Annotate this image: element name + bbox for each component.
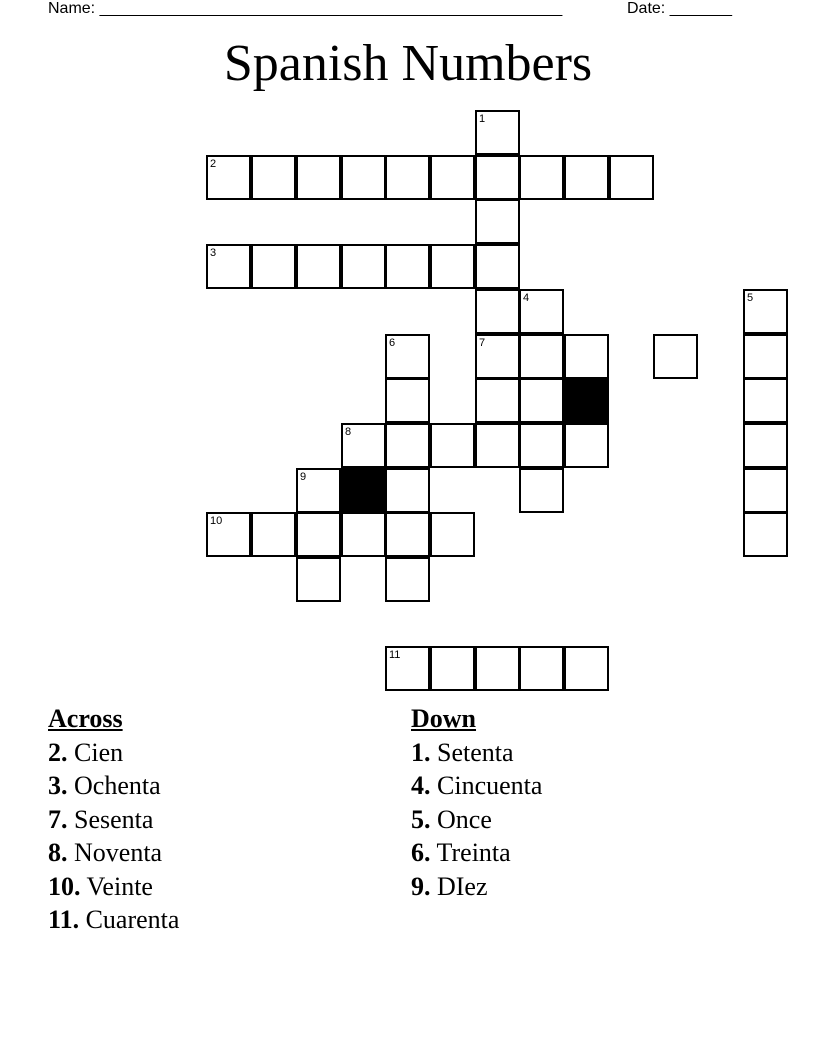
crossword-cell[interactable] [475,110,520,155]
clue-text: DIez [437,871,488,901]
crossword-cell[interactable] [519,646,564,691]
down-clues [411,702,542,903]
clue-number-label: 10 [210,515,223,527]
down-heading: Down [411,704,477,733]
date-field[interactable]: Date: _______ [627,0,732,17]
crossword-cell[interactable] [385,557,430,602]
clue-number-label: 6 [389,337,396,349]
clue-number-label: 3 [210,247,217,259]
blocked-cell [564,378,609,423]
clue-number: 11. [48,905,80,934]
crossword-cell[interactable] [564,155,609,200]
clue-number: 4. [411,771,431,800]
clue-text: Cincuenta [437,771,543,800]
crossword-cell[interactable] [564,334,609,379]
crossword-cell[interactable] [475,289,520,334]
crossword-cell[interactable] [296,557,341,602]
crossword-cell[interactable] [296,468,341,513]
clue-number-label: 2 [210,158,217,170]
crossword-cell[interactable] [564,423,609,468]
crossword-cell[interactable] [430,155,475,200]
crossword-cell[interactable] [475,244,520,289]
crossword-cell[interactable] [653,334,698,379]
down-clue [411,836,542,870]
crossword-cell[interactable] [385,378,430,423]
across-clue [48,736,179,770]
clue-number: 1. [411,737,431,767]
crossword-cell[interactable] [251,512,296,557]
clue-number: 3. [48,771,68,800]
crossword-cell[interactable] [385,468,430,513]
crossword-cell[interactable] [341,423,386,468]
crossword-cell[interactable] [475,378,520,423]
crossword-cell[interactable] [251,244,296,289]
crossword-cell[interactable] [296,512,341,557]
crossword-cell[interactable] [430,512,475,557]
down-clue [411,769,542,803]
clue-text: Setenta [437,737,514,767]
crossword-cell[interactable] [475,423,520,468]
crossword-cell[interactable] [609,155,654,200]
crossword-cell[interactable] [475,199,520,244]
crossword-cell[interactable] [475,334,520,379]
blocked-cell [341,468,386,513]
crossword-cell[interactable] [743,423,788,468]
clue-text: Veinte [86,871,153,901]
crossword-cell[interactable] [251,155,296,200]
clue-number-label: 4 [523,292,530,304]
crossword-cell[interactable] [296,155,341,200]
crossword-cell[interactable] [385,646,430,691]
across-clue [48,836,179,870]
crossword-cell[interactable] [430,244,475,289]
clue-number-label: 8 [345,426,352,438]
crossword-cell[interactable] [743,378,788,423]
crossword-cell[interactable] [519,423,564,468]
crossword-cell[interactable] [341,155,386,200]
clue-number-label: 11 [389,649,401,661]
name-field[interactable]: Name: ____________________________________________________ [48,0,563,17]
clue-text: Cuarenta [85,905,180,934]
across-clues [48,702,179,937]
across-clue [48,769,179,803]
crossword-cell[interactable] [743,289,788,334]
crossword-cell[interactable] [206,244,251,289]
down-clue [411,803,542,837]
crossword-cell[interactable] [743,468,788,513]
crossword-cell[interactable] [341,512,386,557]
crossword-cell[interactable] [385,512,430,557]
clue-number-label: 5 [747,292,754,304]
clue-number: 10. [48,871,81,901]
page-title: Spanish Numbers [223,35,593,92]
crossword-cell[interactable] [296,244,341,289]
crossword-cell[interactable] [385,244,430,289]
crossword-cell[interactable] [475,646,520,691]
clue-number-label: 7 [479,337,486,349]
clue-number: 6. [411,838,431,867]
clue-number: 7. [48,804,68,834]
clue-text: Once [437,804,492,834]
crossword-cell[interactable] [519,468,564,513]
clue-number: 9. [411,871,431,901]
crossword-cell[interactable] [743,334,788,379]
crossword-cell[interactable] [206,155,251,200]
clue-text: Treinta [436,838,511,867]
clue-text: Ochenta [74,771,161,800]
across-clue [48,870,179,904]
clue-number-label: 9 [300,471,307,483]
crossword-cell[interactable] [385,155,430,200]
across-clue [48,903,179,937]
crossword-cell[interactable] [430,423,475,468]
clue-number: 5. [411,804,431,834]
crossword-cell[interactable] [743,512,788,557]
clue-text: Noventa [74,838,163,867]
clue-text: Cien [74,737,124,767]
clue-text: Sesenta [74,804,154,834]
crossword-cell[interactable] [430,646,475,691]
crossword-cell[interactable] [475,155,520,200]
crossword-cell[interactable] [385,334,430,379]
crossword-cell[interactable] [341,244,386,289]
clue-number-label: 1 [479,113,486,125]
crossword-cell[interactable] [206,512,251,557]
clue-number: 8. [48,838,68,867]
across-heading: Across [48,704,123,733]
crossword-cell[interactable] [519,334,564,379]
crossword-cell[interactable] [519,289,564,334]
crossword-cell[interactable] [385,423,430,468]
crossword-cell[interactable] [564,646,609,691]
crossword-cell[interactable] [519,378,564,423]
down-clue [411,736,542,770]
crossword-cell[interactable] [519,155,564,200]
down-clue [411,870,542,904]
clue-number: 2. [48,737,68,767]
across-clue [48,803,179,837]
